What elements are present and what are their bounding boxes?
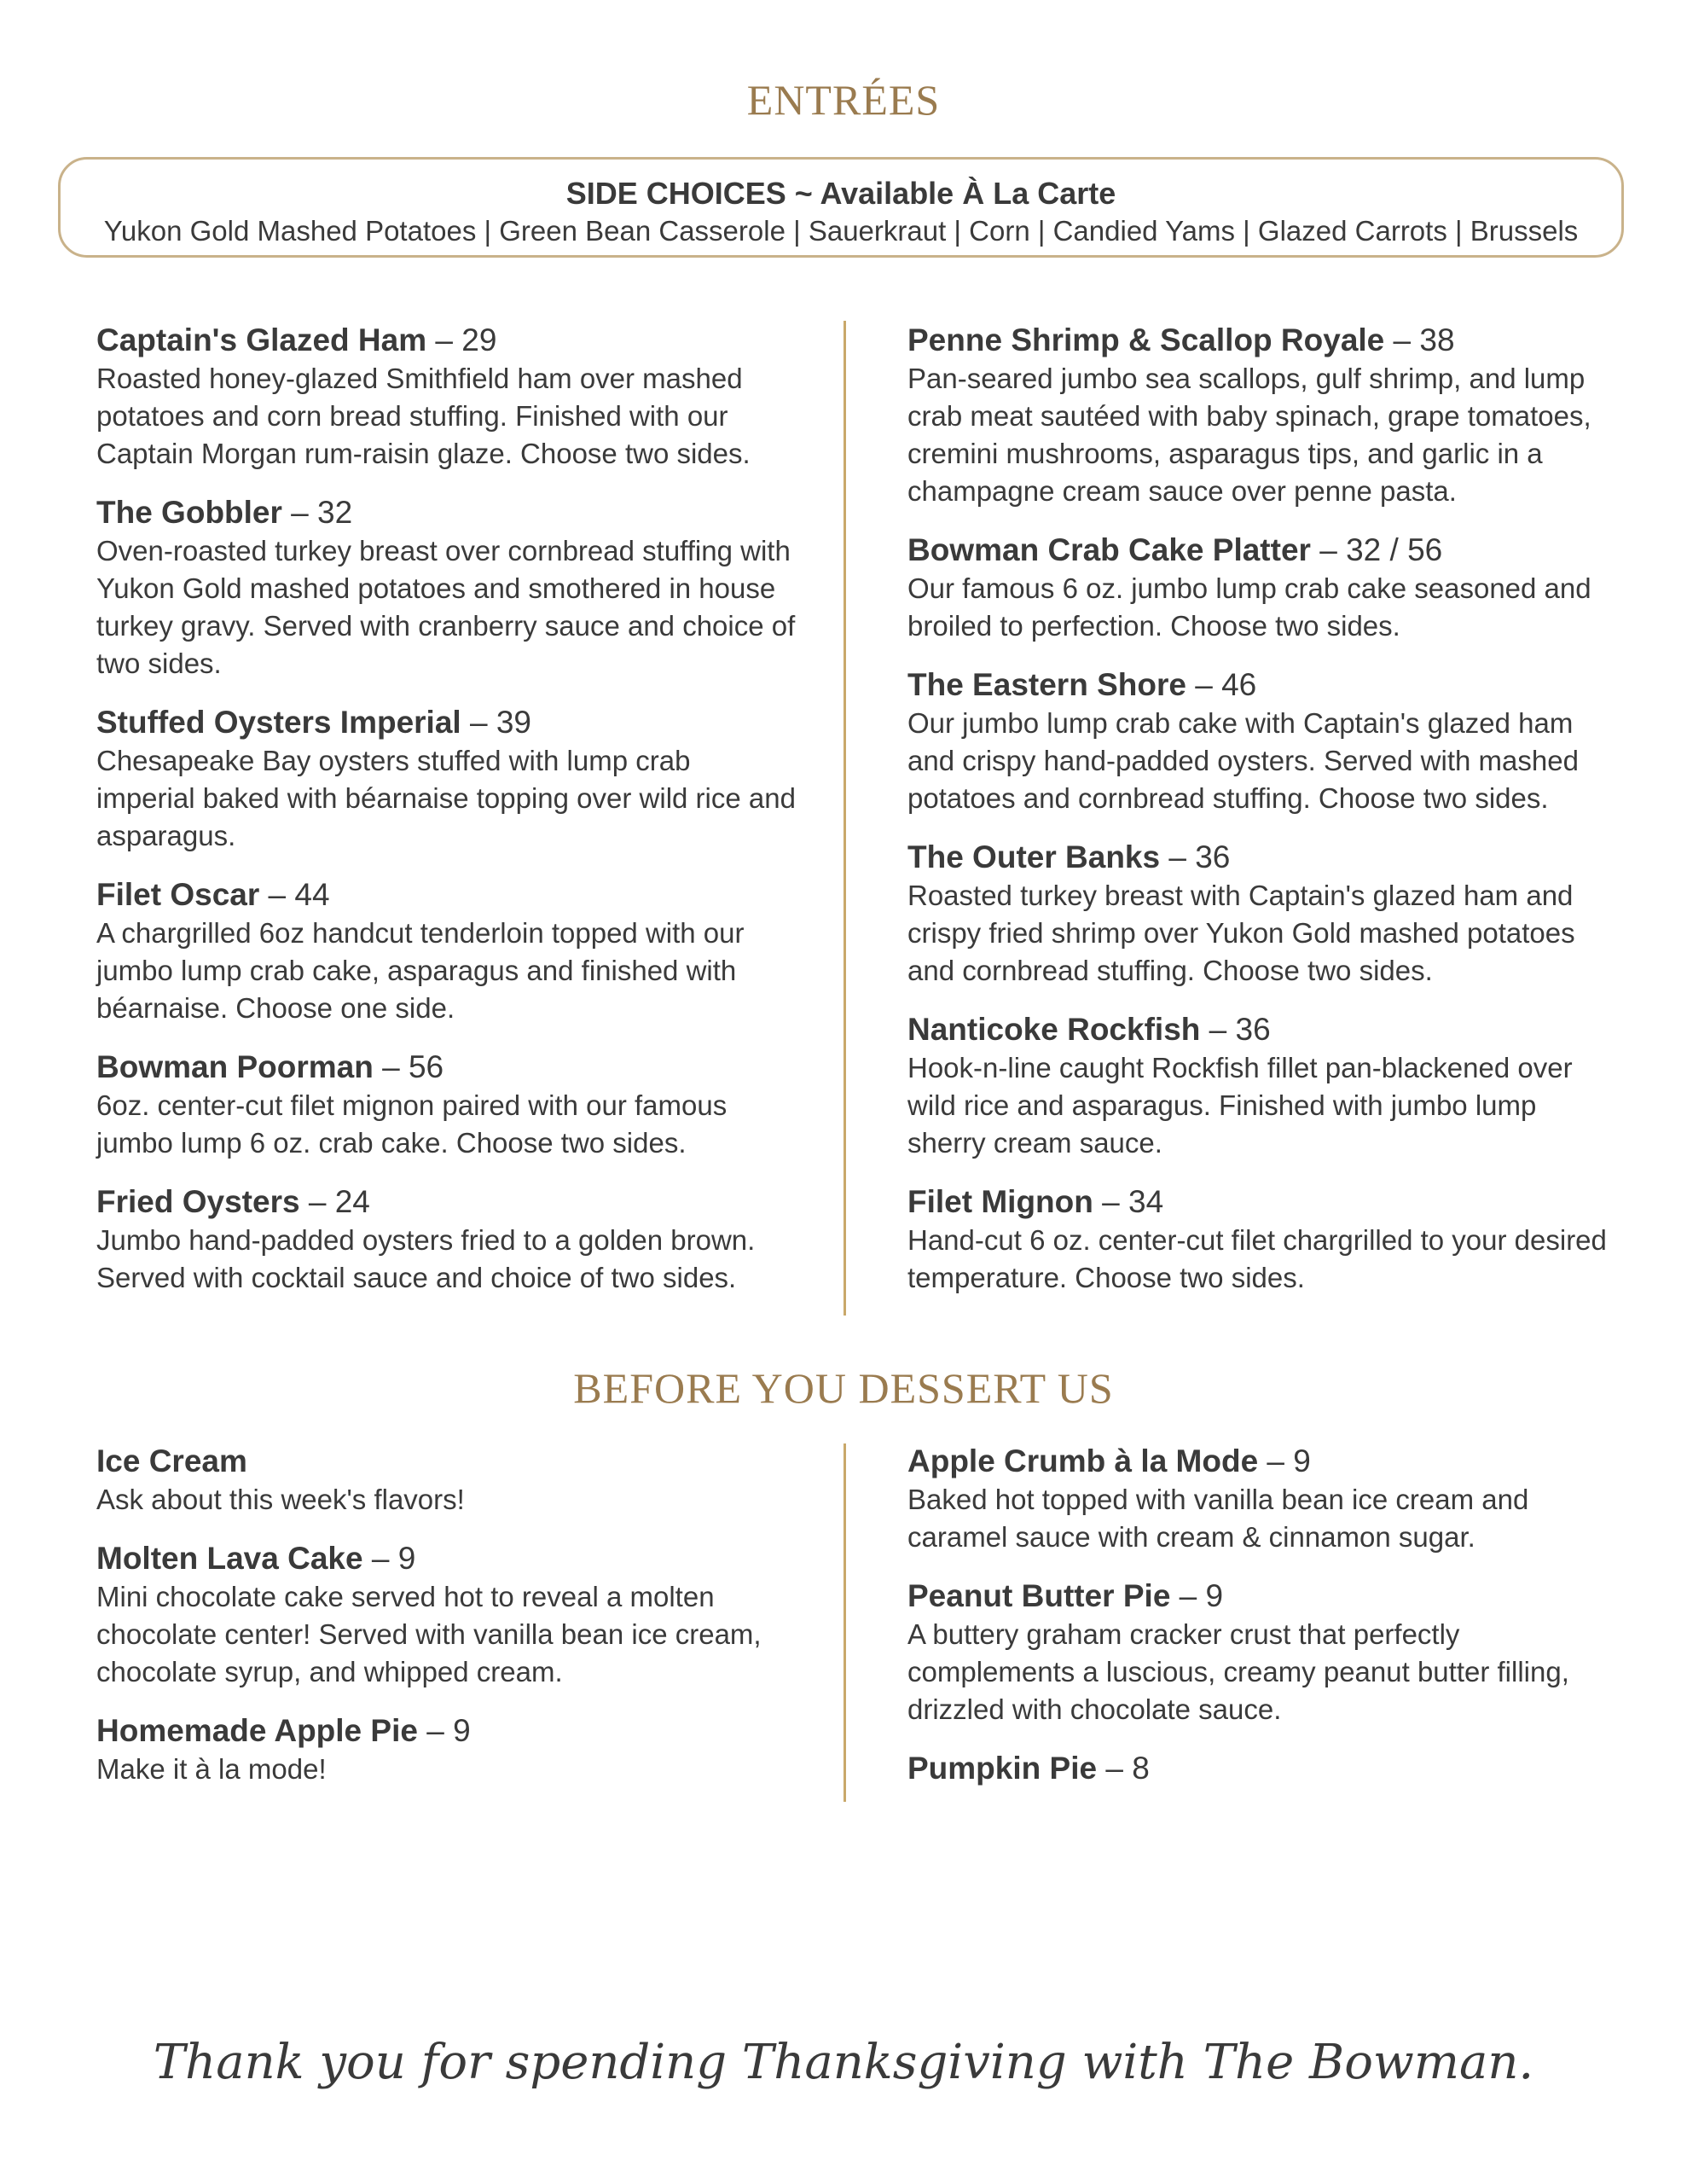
menu-item — [907, 1182, 1607, 1297]
item-price: – 38 — [1384, 322, 1455, 357]
item-price: – 36 — [1200, 1012, 1271, 1047]
item-description: Roasted honey-glazed Smithfield ham over mashed potatoes and corn bread stuffing. Finished with our Captain Morgan rum-raisin glaze. Choose two sides. — [96, 363, 751, 469]
item-description: Make it à la mode! — [96, 1753, 327, 1785]
menu-item — [96, 1182, 796, 1297]
menu-item — [907, 1749, 1607, 1788]
item-price: – 8 — [1097, 1751, 1150, 1786]
item-description: Roasted turkey breast with Captain's glazed ham and crispy fried shrimp over Yukon Gold mashed potatoes and cornbread stuffing. Choose two sides. — [907, 880, 1575, 986]
side-choices-list: Yukon Gold Mashed Potatoes | Green Bean Casserole | Sauerkraut | Corn | Candied Yams | Glazed Carrots | Brussels — [103, 215, 1579, 247]
desserts-right-column — [907, 1442, 1607, 1809]
item-price: – 32 — [281, 495, 353, 530]
menu-item — [96, 875, 796, 1027]
menu-item — [96, 493, 796, 682]
item-description: Mini chocolate cake served hot to reveal a molten chocolate center! Served with vanilla bean ice cream, chocolate syrup, and whipped cream. — [96, 1581, 762, 1687]
menu-item — [907, 1442, 1607, 1556]
item-price: – 46 — [1186, 667, 1257, 702]
desserts-left-column — [96, 1442, 796, 1809]
item-description: Chesapeake Bay oysters stuffed with lump crab imperial baked with béarnaise topping over wild rice and asparagus. — [96, 745, 796, 851]
item-price: – 24 — [299, 1184, 370, 1219]
item-description: Ask about this week's flavors! — [96, 1484, 465, 1515]
item-name: Molten Lava Cake — [96, 1541, 363, 1576]
menu-item — [96, 1539, 796, 1691]
item-name: Fried Oysters — [96, 1184, 300, 1219]
item-name: Stuffed Oysters Imperial — [96, 705, 461, 740]
item-name: The Gobbler — [96, 495, 282, 530]
item-name: Captain's Glazed Ham — [96, 322, 427, 357]
entrees-right-column — [907, 321, 1607, 1317]
item-price: – 32 / 56 — [1310, 532, 1443, 567]
item-name: The Eastern Shore — [907, 667, 1186, 702]
item-description: Our famous 6 oz. jumbo lump crab cake seasoned and broiled to perfection. Choose two sides. — [907, 572, 1591, 642]
item-description: Our jumbo lump crab cake with Captain's glazed ham and crispy hand-padded oysters. Served with mashed potatoes and cornbread stuffing. Choose two sides. — [907, 707, 1579, 814]
menu-item — [907, 321, 1607, 510]
entrees-title: ENTRÉES — [746, 76, 941, 124]
item-name: Pumpkin Pie — [907, 1751, 1098, 1786]
item-price: – 36 — [1160, 839, 1231, 874]
item-name: Penne Shrimp & Scallop Royale — [907, 322, 1385, 357]
item-price: – 9 — [362, 1541, 416, 1576]
item-description: Hand-cut 6 oz. center-cut filet chargrilled to your desired temperature. Choose two sides. — [907, 1224, 1607, 1293]
item-description: A buttery graham cracker crust that perfectly complements a luscious, creamy peanut butter filling, drizzled with chocolate sauce. — [907, 1618, 1569, 1725]
item-price: – 29 — [426, 322, 497, 357]
item-name: Homemade Apple Pie — [96, 1713, 418, 1748]
item-name: The Outer Banks — [907, 839, 1161, 874]
item-name: Nanticoke Rockfish — [907, 1012, 1201, 1047]
item-name: Filet Oscar — [96, 877, 260, 912]
item-description: Oven-roasted turkey breast over cornbread stuffing with Yukon Gold mashed potatoes and smothered in house turkey gravy. Served with cranberry sauce and choice of two sides. — [96, 535, 796, 679]
column-divider — [844, 321, 846, 1316]
item-price: – 9 — [1170, 1578, 1224, 1613]
item-description: Baked hot topped with vanilla bean ice cream and caramel sauce with cream & cinnamon sugar. — [907, 1484, 1529, 1553]
menu-item — [96, 703, 796, 855]
footer-thank-you: Thank you for spending Thanksgiving with The Bowman. — [153, 2035, 1534, 2090]
side-choices-title: SIDE CHOICES ~ Available À La Carte — [565, 176, 1116, 211]
item-description: 6oz. center-cut filet mignon paired with our famous jumbo lump 6 oz. crab cake. Choose two sides. — [96, 1089, 728, 1159]
item-price: – 9 — [417, 1713, 471, 1748]
item-price: – 39 — [461, 705, 531, 740]
item-description: Jumbo hand-padded oysters fried to a golden brown. Served with cocktail sauce and choice of two sides. — [96, 1224, 756, 1293]
menu-item — [96, 321, 796, 473]
item-price: – 34 — [1093, 1184, 1164, 1219]
item-description: A chargrilled 6oz handcut tenderloin topped with our jumbo lump crab cake, asparagus and finished with béarnaise. Choose one side. — [96, 917, 745, 1024]
menu-item — [907, 838, 1607, 990]
menu-item — [907, 531, 1607, 645]
item-name: Peanut Butter Pie — [907, 1578, 1171, 1613]
item-name: Filet Mignon — [907, 1184, 1093, 1219]
menu-item — [96, 1048, 796, 1162]
item-name: Bowman Poorman — [96, 1049, 374, 1084]
item-price: – 44 — [259, 877, 330, 912]
menu-item — [96, 1442, 796, 1519]
menu-item — [96, 1711, 796, 1788]
entrees-left-column — [96, 321, 796, 1317]
item-name: Bowman Crab Cake Platter — [907, 532, 1311, 567]
item-price: – 9 — [1258, 1443, 1311, 1478]
item-name: Apple Crumb à la Mode — [907, 1443, 1259, 1478]
side-choices-box — [58, 157, 1624, 258]
menu-item — [907, 665, 1607, 817]
menu-item — [907, 1010, 1607, 1162]
item-price: – 56 — [373, 1049, 444, 1084]
menu-item — [907, 1577, 1607, 1728]
item-name: Ice Cream — [96, 1443, 247, 1478]
item-description: Pan-seared jumbo sea scallops, gulf shrimp, and lump crab meat sautéed with baby spinach, grape tomatoes, cremini mushrooms, asparagus tips, and garlic in a champagne cream sauce over penne pasta. — [907, 363, 1591, 507]
column-divider — [844, 1443, 846, 1802]
item-description: Hook-n-line caught Rockfish fillet pan-blackened over wild rice and asparagus. Finished with jumbo lump sherry cream sauce. — [907, 1052, 1573, 1159]
dessert-title: BEFORE YOU DESSERT US — [573, 1364, 1114, 1412]
